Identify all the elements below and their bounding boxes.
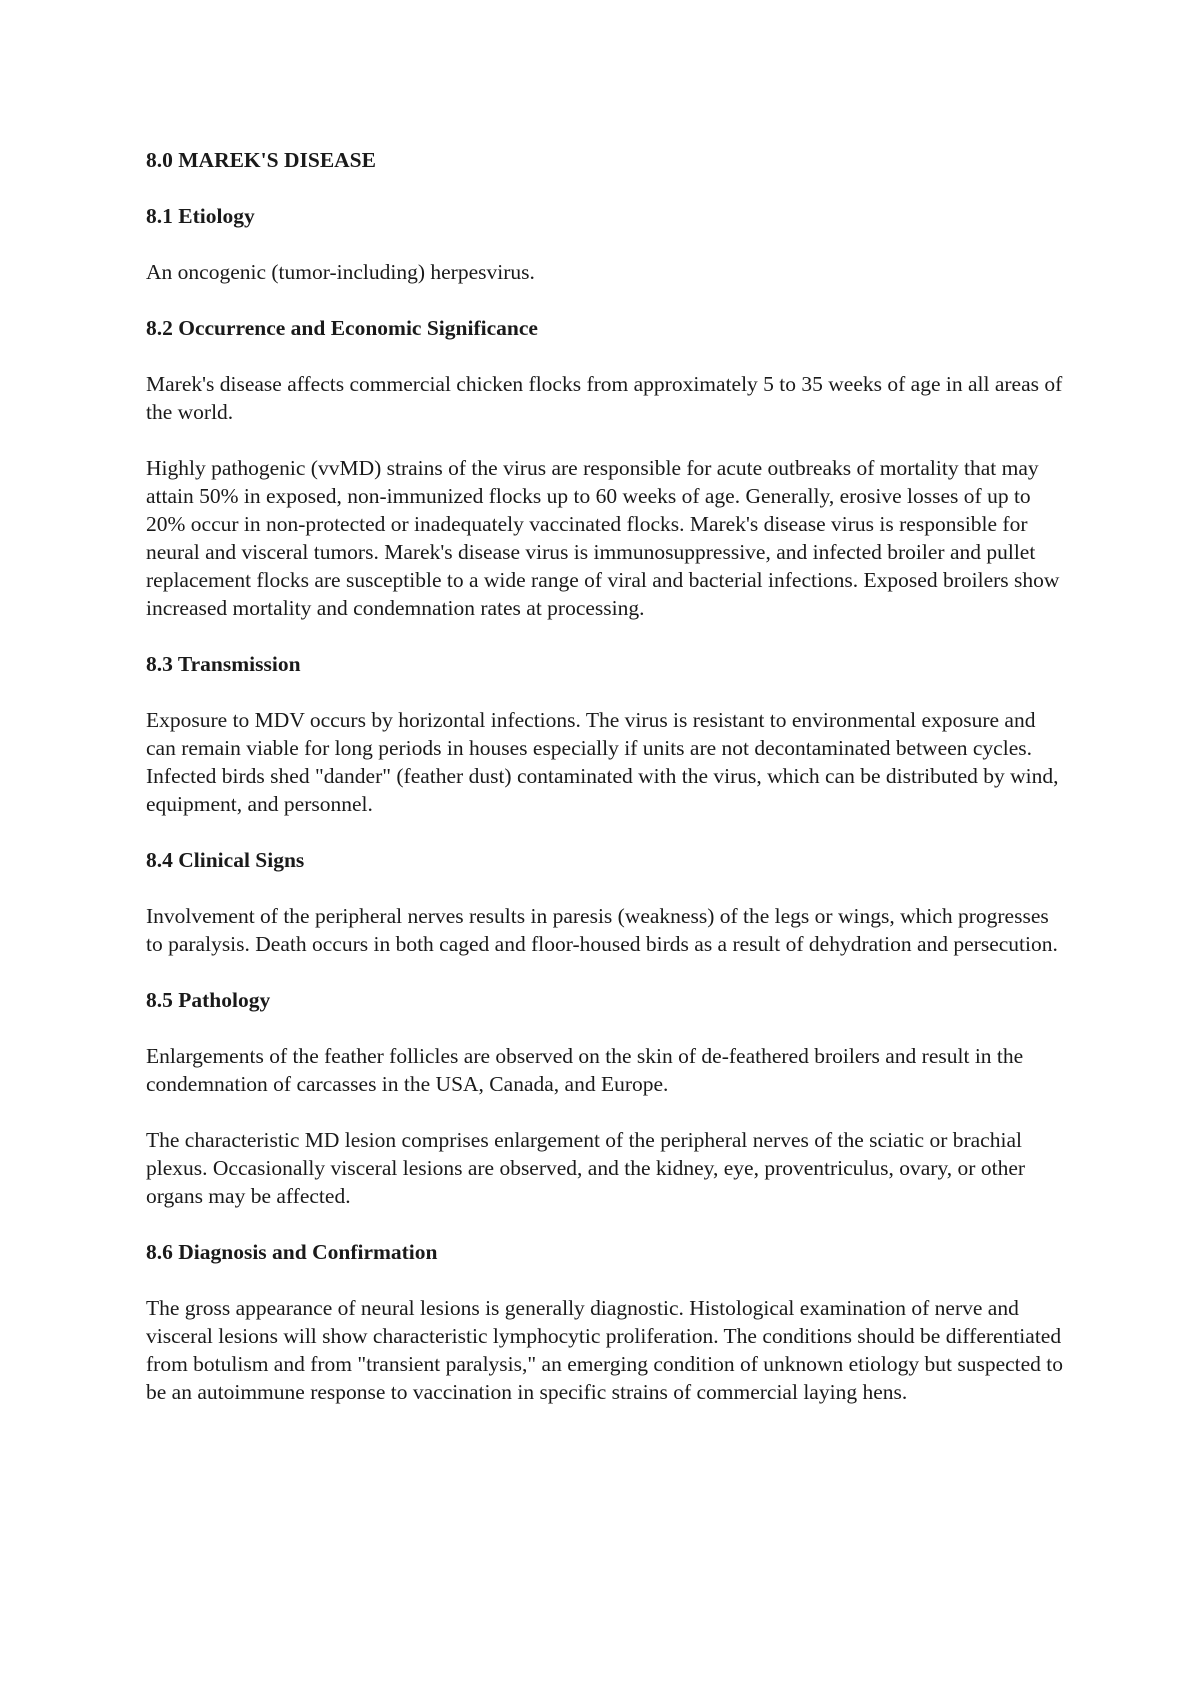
paragraph: Marek's disease affects commercial chicken flocks from approximately 5 to 35 weeks of age in all areas of the world. <box>146 372 1063 424</box>
paragraph: An oncogenic (tumor-including) herpesvirus. <box>146 260 535 284</box>
section-heading: 8.6 Diagnosis and Confirmation <box>146 1240 438 1264</box>
document-title: 8.0 MAREK'S DISEASE <box>146 148 376 172</box>
section-transmission <box>146 650 1066 818</box>
paragraph: The gross appearance of neural lesions is generally diagnostic. Histological examination of nerve and visceral lesions will show characteristic lymphocytic proliferation. The conditions should be differentiated from botulism and from "transient paralysis," an emerging condition of unknown etiology but suspected to be an autoimmune response to vaccination in specific strains of commercial laying hens. <box>146 1296 1064 1404</box>
section-heading: 8.4 Clinical Signs <box>146 848 305 872</box>
paragraph: Highly pathogenic (vvMD) strains of the virus are responsible for acute outbreaks of mortality that may attain 50% in exposed, non-immunized flocks up to 60 weeks of age. Generally, erosive losses of up to 20% occur in non-protected or inadequately vaccinated flocks. Marek's disease virus is responsible for neural and visceral tumors. Marek's disease virus is immunosuppressive, and infected broiler and pullet replacement flocks are susceptible to a wide range of viral and bacterial infections. Exposed broilers show increased mortality and condemnation rates at processing. <box>146 456 1060 620</box>
document-page <box>146 146 1066 1434</box>
paragraph: The characteristic MD lesion comprises enlargement of the peripheral nerves of the sciatic or brachial plexus. Occasionally visceral lesions are observed, and the kidney, eye, proventriculus, ovary, or other organs may be affected. <box>146 1128 1026 1208</box>
section-heading: 8.5 Pathology <box>146 988 271 1012</box>
section-occurrence <box>146 314 1066 622</box>
section-pathology <box>146 986 1066 1210</box>
section-etiology <box>146 202 1066 286</box>
paragraph: Enlargements of the feather follicles are observed on the skin of de-feathered broilers and result in the condemnation of carcasses in the USA, Canada, and Europe. <box>146 1044 1024 1096</box>
paragraph: Involvement of the peripheral nerves results in paresis (weakness) of the legs or wings, which progresses to paralysis. Death occurs in both caged and floor-housed birds as a result of dehydration and persecution. <box>146 904 1058 956</box>
section-clinical-signs <box>146 846 1066 958</box>
paragraph: Exposure to MDV occurs by horizontal infections. The virus is resistant to environmental exposure and can remain viable for long periods in houses especially if units are not decontaminated between cycles. Infected birds shed "dander" (feather dust) contaminated with the virus, which can be distributed by wind, equipment, and personnel. <box>146 708 1059 816</box>
section-diagnosis <box>146 1238 1066 1406</box>
section-heading: 8.3 Transmission <box>146 652 301 676</box>
section-heading: 8.1 Etiology <box>146 204 255 228</box>
section-heading: 8.2 Occurrence and Economic Significance <box>146 316 538 340</box>
